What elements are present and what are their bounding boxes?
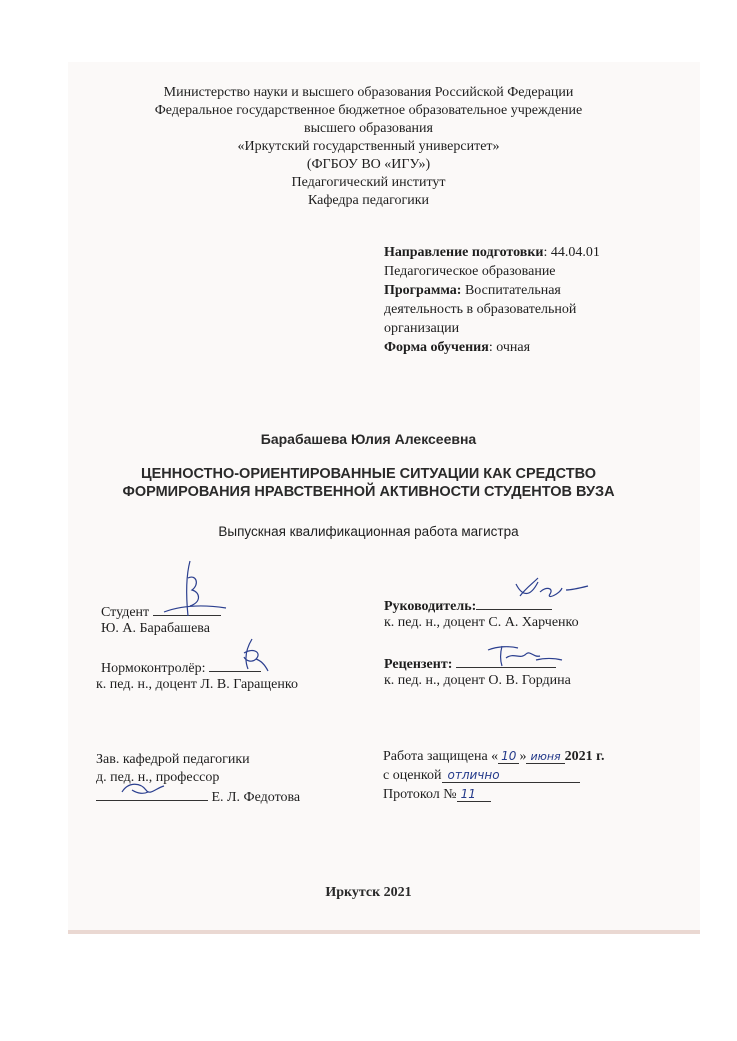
ministry-line: Министерство науки и высшего образования Российской Федерации: [163, 85, 574, 100]
supervisor-name: к. пед. н., доцент С. А. Харченко: [384, 615, 579, 630]
department-line: Кафедра педагогики: [307, 193, 430, 208]
reviewer-line: Рецензент:: [384, 655, 556, 673]
thesis-title-line-1: ЦЕННОСТНО-ОРИЕНТИРОВАННЫЕ СИТУАЦИИ КАК СРЕДСТВО: [141, 466, 596, 482]
student-name: Ю. А. Барабашева: [101, 621, 210, 636]
university-name-line: «Иркутский государственный университет»: [237, 139, 500, 154]
program-name-line-2: деятельность в образовательной: [384, 302, 577, 317]
education-level-line: высшего образования: [304, 121, 433, 136]
grade-line: с оценкой отлично: [383, 768, 580, 784]
university-abbr-line: (ФГБОУ ВО «ИГУ»): [306, 157, 431, 172]
head-signature-line: Е. Л. Федотова: [96, 788, 300, 806]
direction-name: Педагогическое образование: [384, 264, 556, 279]
handwritten-grade: отлично: [442, 768, 580, 783]
student-line: Студент: [101, 603, 221, 621]
supervisor-line: Руководитель:: [384, 597, 552, 615]
normcontrol-name: к. пед. н., доцент Л. В. Гаращенко: [96, 677, 298, 692]
institution-type-line: Федеральное государственное бюджетное образовательное учреждение: [154, 103, 583, 118]
thesis-type: Выпускная квалификационная работа магистра: [218, 524, 519, 539]
direction-line: Направление подготовки: 44.04.01: [384, 245, 600, 260]
normcontrol-signature-icon: [232, 637, 272, 675]
protocol-line: Протокол № 11: [383, 787, 491, 803]
defense-date-line: Работа защищена « 10 » июня 2021 г.: [383, 749, 605, 764]
thesis-title-line-2: ФОРМИРОВАНИЯ НРАВСТВЕННОЙ АКТИВНОСТИ СТУДЕНТОВ ВУЗА: [122, 484, 615, 500]
head-degree: д. пед. н., профессор: [96, 770, 220, 785]
reviewer-name: к. пед. н., доцент О. В. Гордина: [384, 673, 571, 688]
handwritten-day: 10: [498, 749, 519, 764]
institute-line: Педагогический институт: [291, 175, 446, 190]
city-year: Иркутск 2021: [325, 885, 412, 900]
reviewer-signature-icon: [484, 640, 564, 670]
handwritten-protocol-number: 11: [457, 787, 491, 802]
student-signature-icon: [160, 556, 230, 626]
handwritten-month: июня: [526, 750, 564, 764]
author-name: Барабашева Юлия Алексеевна: [260, 431, 477, 447]
program-name-line-3: организации: [384, 321, 460, 336]
head-of-department-label: Зав. кафедрой педагогики: [96, 752, 250, 767]
supervisor-signature-icon: [510, 574, 590, 610]
head-signature-icon: [118, 778, 168, 800]
program-line: Программа: Воспитательная: [384, 283, 561, 298]
study-form-line: Форма обучения: очная: [384, 340, 531, 355]
normcontrol-line: Нормоконтролёр:: [101, 659, 261, 677]
